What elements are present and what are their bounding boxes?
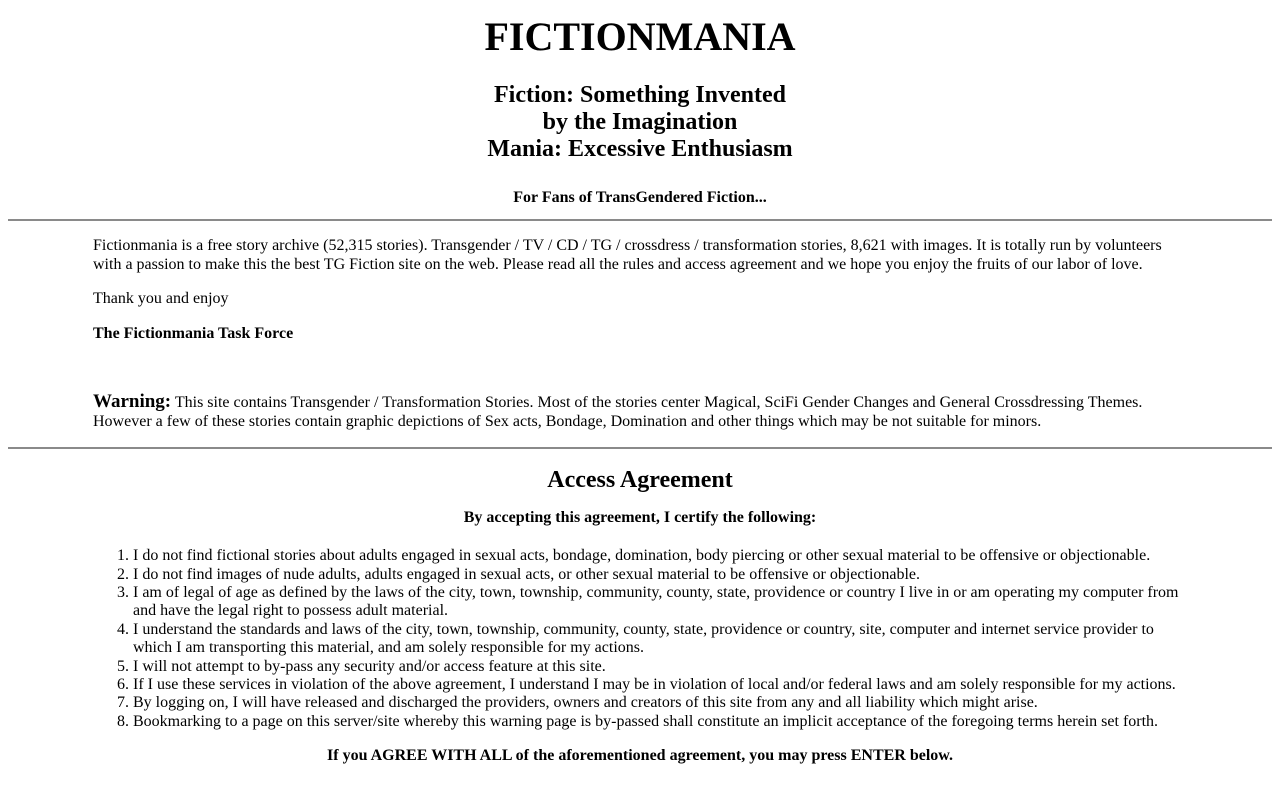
- agreement-title: Access Agreement: [547, 467, 733, 494]
- agreement-list: [93, 547, 1187, 731]
- intro-section: [93, 237, 1187, 431]
- warning-label: Warning:: [93, 390, 172, 412]
- subtitle-line-1: Fiction: Something Invented: [493, 82, 786, 108]
- warning-paragraph: [93, 391, 1187, 431]
- tagline: For Fans of TransGendered Fiction...: [513, 189, 767, 206]
- agreement-item-8: 8. Bookmarking to a page on this server/site whereby this warning page is by-passed shall constitute an implicit acceptance of the foregoing terms herein set forth.: [133, 713, 1187, 731]
- thanks-text: Thank you and enjoy: [93, 290, 229, 308]
- agreement-item-3: 3. I am of legal of age as defined by the laws of the city, town, township, community, county, state, providence or country I live in or am operating my computer from and have the legal right to possess adult material.: [133, 584, 1187, 621]
- site-title: FICTIONMANIA: [484, 14, 796, 59]
- agreement-item-1: 1. I do not find fictional stories about adults engaged in sexual acts, bondage, domination, body piercing or other sexual material to be offensive or objectionable.: [133, 547, 1187, 565]
- agreement-item-6: 6. If I use these services in violation of the above agreement, I understand I may be in violation of local and/or federal laws and am solely responsible for my actions.: [133, 676, 1187, 694]
- agreement-item-7: 7. By logging on, I will have released and discharged the providers, owners and creators of this site from any and all liability which might arise.: [133, 694, 1187, 712]
- warning-text: This site contains Transgender / Transformation Stories. Most of the stories center Magical, SciFi Gender Changes and General Crossdressing Themes. However a few of these stories contain graphic depictions of Sex acts, Bondage, Domination and other things which may be not suitable for minors.: [93, 393, 1143, 430]
- divider-bottom: [8, 447, 1272, 449]
- enter-instruction: If you AGREE WITH ALL of the aforementioned agreement, you may press ENTER below.: [327, 747, 953, 765]
- divider-top: [8, 219, 1272, 221]
- site-subtitle: [8, 82, 1272, 163]
- certify-heading: By accepting this agreement, I certify the following:: [463, 508, 817, 526]
- subtitle-line-2: by the Imagination: [542, 109, 738, 135]
- page-header: [8, 14, 1272, 207]
- subtitle-line-3: Mania: Excessive Enthusiasm: [487, 136, 793, 162]
- agreement-item-4: 4. I understand the standards and laws of the city, town, township, community, county, state, providence or country, site, computer and internet service provider to which I am transporting this material, and am solely responsible for my actions.: [133, 621, 1187, 658]
- intro-paragraph: Fictionmania is a free story archive (52,315 stories). Transgender / TV / CD / TG / crossdress / transformation stories, 8,621 with images. It is totally run by volunteers with a passion to make this the best TG Fiction site on the web. Please read all the rules and access agreement and we hope you enjoy the fruits of our labor of love.: [93, 237, 1162, 273]
- agreement-item-5: 5. I will not attempt to by-pass any security and/or access feature at this site.: [133, 658, 1187, 676]
- signature-text: The Fictionmania Task Force: [93, 324, 294, 342]
- agreement-item-2: 2. I do not find images of nude adults, adults engaged in sexual acts, or other sexual material to be offensive or objectionable.: [133, 566, 1187, 584]
